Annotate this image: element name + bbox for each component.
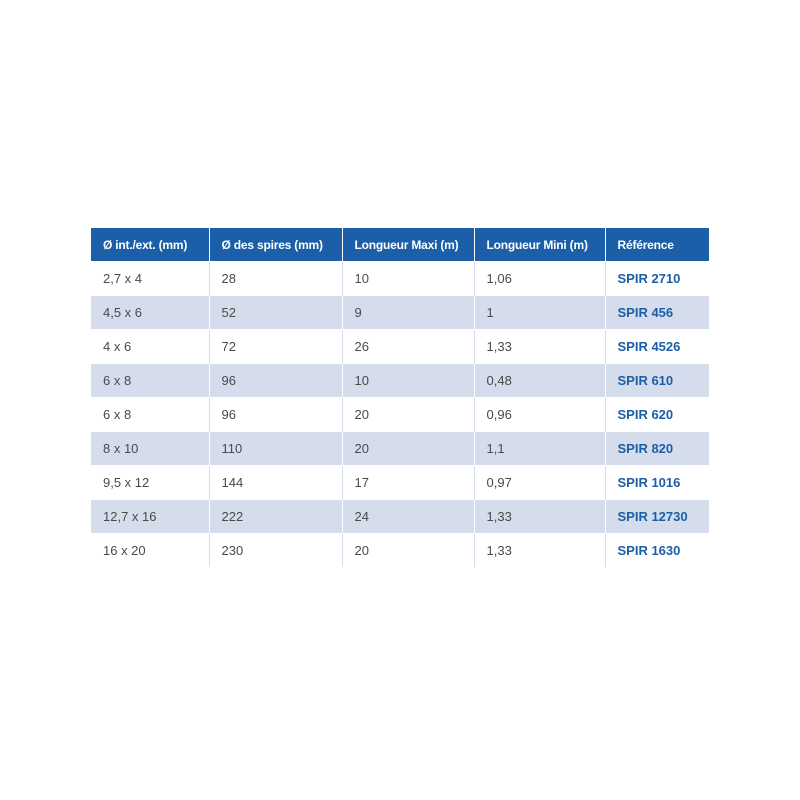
spec-table: [91, 228, 709, 567]
table-row: [91, 500, 709, 534]
cell-coil-diameter: 52: [209, 296, 342, 330]
cell-coil-diameter: 96: [209, 398, 342, 432]
cell-coil-diameter: 144: [209, 466, 342, 500]
table-row: [91, 466, 709, 500]
cell-max-length: 26: [342, 330, 474, 364]
cell-min-length: 1,06: [474, 262, 605, 296]
cell-max-length: 10: [342, 262, 474, 296]
header-coil-diameter: Ø des spires (mm): [209, 228, 342, 262]
cell-max-length: 24: [342, 500, 474, 534]
header-reference: Référence: [605, 228, 709, 262]
table-row: [91, 330, 709, 364]
header-inner-outer-diameter: Ø int./ext. (mm): [91, 228, 209, 262]
cell-max-length: 10: [342, 364, 474, 398]
cell-diameter: 16 x 20: [91, 534, 209, 568]
cell-coil-diameter: 222: [209, 500, 342, 534]
table-row: [91, 296, 709, 330]
cell-min-length: 1,33: [474, 500, 605, 534]
cell-min-length: 0,96: [474, 398, 605, 432]
cell-reference: SPIR 2710: [605, 262, 709, 296]
cell-min-length: 0,48: [474, 364, 605, 398]
cell-max-length: 17: [342, 466, 474, 500]
cell-reference: SPIR 12730: [605, 500, 709, 534]
cell-reference: SPIR 1016: [605, 466, 709, 500]
cell-reference: SPIR 4526: [605, 330, 709, 364]
table-row: [91, 432, 709, 466]
cell-coil-diameter: 110: [209, 432, 342, 466]
header-max-length: Longueur Maxi (m): [342, 228, 474, 262]
cell-diameter: 8 x 10: [91, 432, 209, 466]
cell-diameter: 6 x 8: [91, 364, 209, 398]
header-min-length: Longueur Mini (m): [474, 228, 605, 262]
cell-diameter: 4,5 x 6: [91, 296, 209, 330]
table-header-row: [91, 228, 709, 262]
cell-diameter: 9,5 x 12: [91, 466, 209, 500]
cell-min-length: 1,33: [474, 534, 605, 568]
cell-diameter: 2,7 x 4: [91, 262, 209, 296]
cell-min-length: 1: [474, 296, 605, 330]
cell-reference: SPIR 456: [605, 296, 709, 330]
cell-coil-diameter: 96: [209, 364, 342, 398]
cell-max-length: 20: [342, 534, 474, 568]
cell-reference: SPIR 1630: [605, 534, 709, 568]
table-row: [91, 398, 709, 432]
table-row: [91, 364, 709, 398]
cell-diameter: 12,7 x 16: [91, 500, 209, 534]
cell-min-length: 1,1: [474, 432, 605, 466]
cell-min-length: 1,33: [474, 330, 605, 364]
cell-min-length: 0,97: [474, 466, 605, 500]
cell-reference: SPIR 610: [605, 364, 709, 398]
cell-max-length: 20: [342, 432, 474, 466]
cell-reference: SPIR 620: [605, 398, 709, 432]
table-row: [91, 534, 709, 568]
cell-coil-diameter: 28: [209, 262, 342, 296]
cell-diameter: 4 x 6: [91, 330, 209, 364]
cell-coil-diameter: 230: [209, 534, 342, 568]
cell-coil-diameter: 72: [209, 330, 342, 364]
cell-diameter: 6 x 8: [91, 398, 209, 432]
table-row: [91, 262, 709, 296]
cell-max-length: 20: [342, 398, 474, 432]
cell-reference: SPIR 820: [605, 432, 709, 466]
cell-max-length: 9: [342, 296, 474, 330]
